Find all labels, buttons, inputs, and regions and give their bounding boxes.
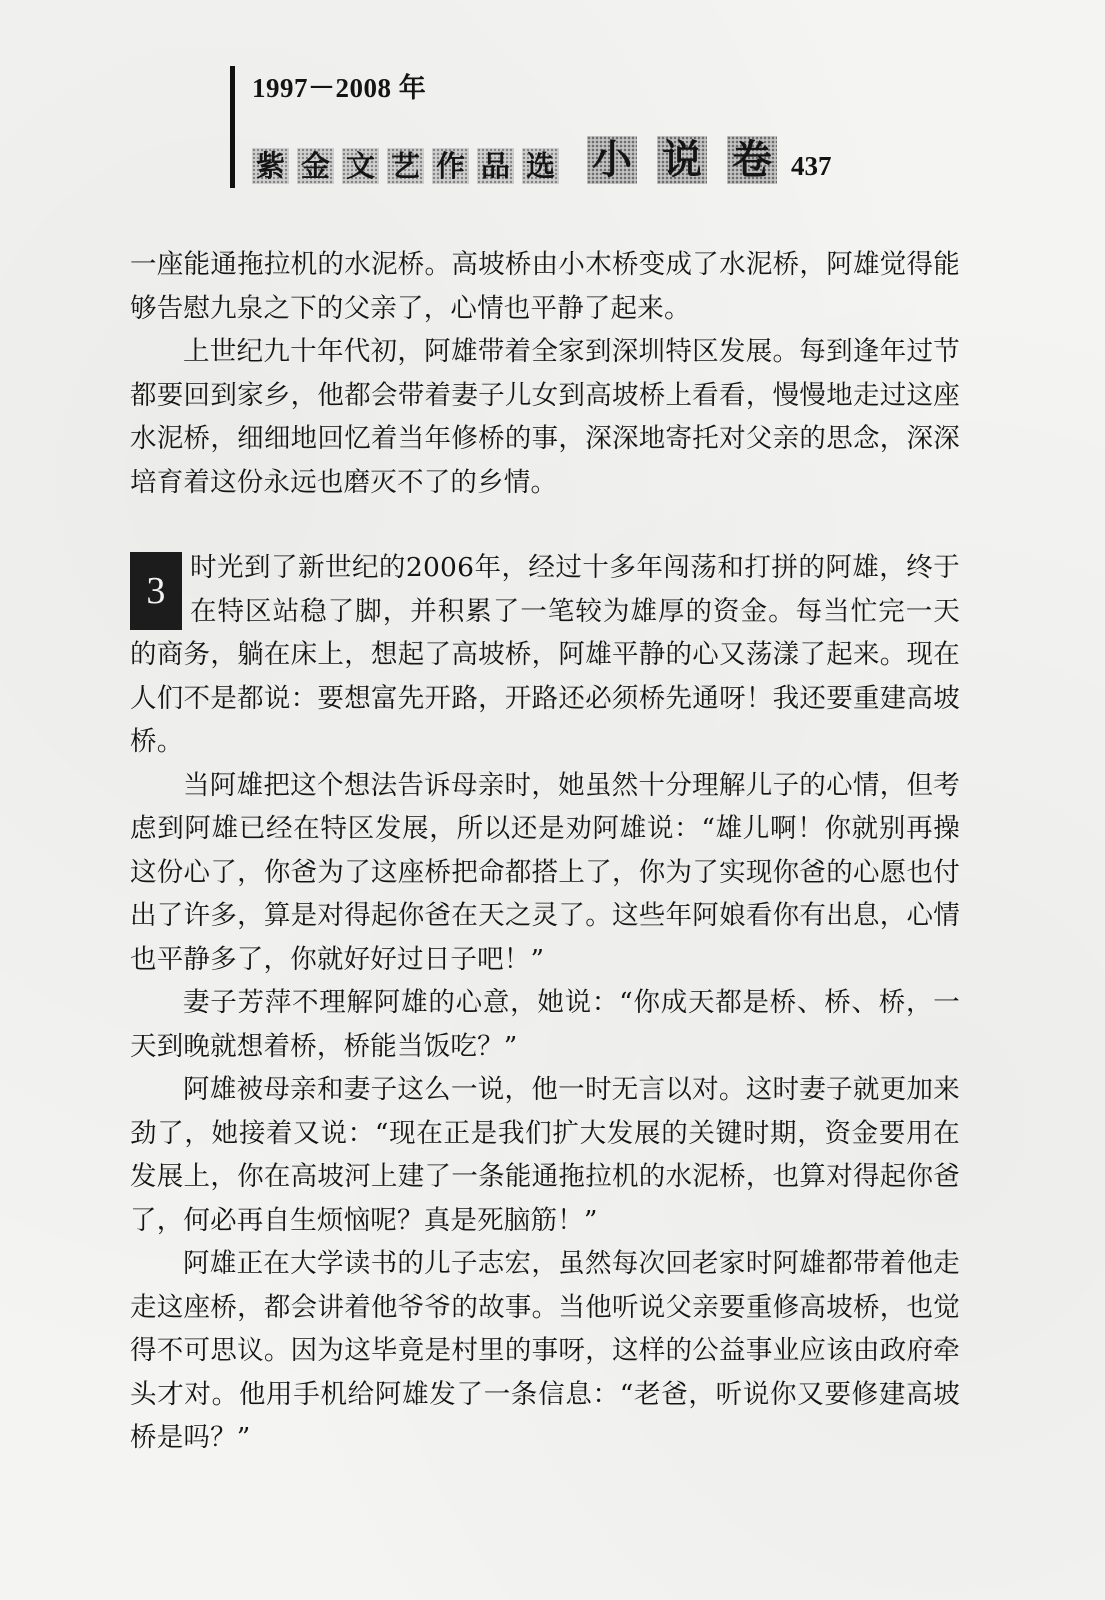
series-title-char: 品 — [477, 148, 514, 184]
series-title-char: 作 — [432, 148, 469, 184]
volume-title-char: 说 — [657, 136, 707, 184]
series-title-char: 文 — [342, 148, 379, 184]
series-title-char: 金 — [297, 148, 334, 184]
section-a-text — [130, 243, 960, 504]
chapter-opening-paragraph — [130, 546, 960, 764]
paragraph: 阿雄正在大学读书的儿子志宏，虽然每次回老家时阿雄都带着他走走这座桥，都会讲着他爷爷的故事。当他听说父亲要重修高坡桥，也觉得不可思议。因为这毕竟是村里的事呀，这样的公益事业应该由政府牵头才对。他用手机给阿雄发了一条信息：“老爸，听说你又要修建高坡桥是吗？” — [130, 1248, 960, 1453]
header-years: 1997－2008 年 — [252, 73, 427, 103]
page-number: 437 — [791, 151, 832, 181]
header-series-title — [252, 138, 832, 184]
paragraph: 一座能通拖拉机的水泥桥。高坡桥由小木桥变成了水泥桥，阿雄觉得能够告慰九泉之下的父亲了，心情也平静了起来。 — [130, 249, 960, 324]
series-title-char: 选 — [522, 148, 559, 184]
series-title-char: 艺 — [387, 148, 424, 184]
paragraph-text: 时光到了新世纪的2006年，经过十多年闯荡和打拼的阿雄，终于在特区站稳了脚，并积累了一笔较为雄厚的资金。每当忙完一天的商务，躺在床上，想起了高坡桥，阿雄平静的心又荡漾了起来。现在人们不是都说：要想富先开路，开路还必须桥先通呀！我还要重建高坡桥。 — [130, 552, 960, 757]
header-rule — [230, 66, 235, 188]
paragraph: 阿雄被母亲和妻子这么一说，他一时无言以对。这时妻子就更加来劲了，她接着又说：“现在正是我们扩大发展的关键时期，资金要用在发展上，你在高坡河上建了一条能通拖拉机的水泥桥，也算对得起你爸了，何必再自生烦恼呢？真是死脑筋！” — [130, 1074, 960, 1236]
chapter-number-badge: 3 — [130, 552, 182, 630]
section-b-text — [130, 546, 960, 1460]
paragraph: 当阿雄把这个想法告诉母亲时，她虽然十分理解儿子的心情，但考虑到阿雄已经在特区发展，所以还是劝阿雄说：“雄儿啊！你就别再操这份心了，你爸为了这座桥把命都搭上了，你为了实现你爸的心愿也付出了许多，算是对得起你爸在天之灵了。这些年阿娘看你有出息，心情也平静多了，你就好好过日子吧！” — [130, 769, 960, 975]
paragraph: 上世纪九十年代初，阿雄带着全家到深圳特区发展。每到逢年过节都要回到家乡，他都会带着妻子儿女到高坡桥上看看，慢慢地走过这座水泥桥，细细地回忆着当年修桥的事，深深地寄托对父亲的思念，深深培育着这份永远也磨灭不了的乡情。 — [130, 336, 960, 498]
paragraph: 妻子芳萍不理解阿雄的心意，她说：“你成天都是桥、桥、桥，一天到晚就想着桥，桥能当饭吃？” — [130, 987, 960, 1062]
series-title-char: 紫 — [252, 148, 289, 184]
volume-title-char: 卷 — [727, 136, 777, 184]
volume-title-char: 小 — [587, 136, 637, 184]
